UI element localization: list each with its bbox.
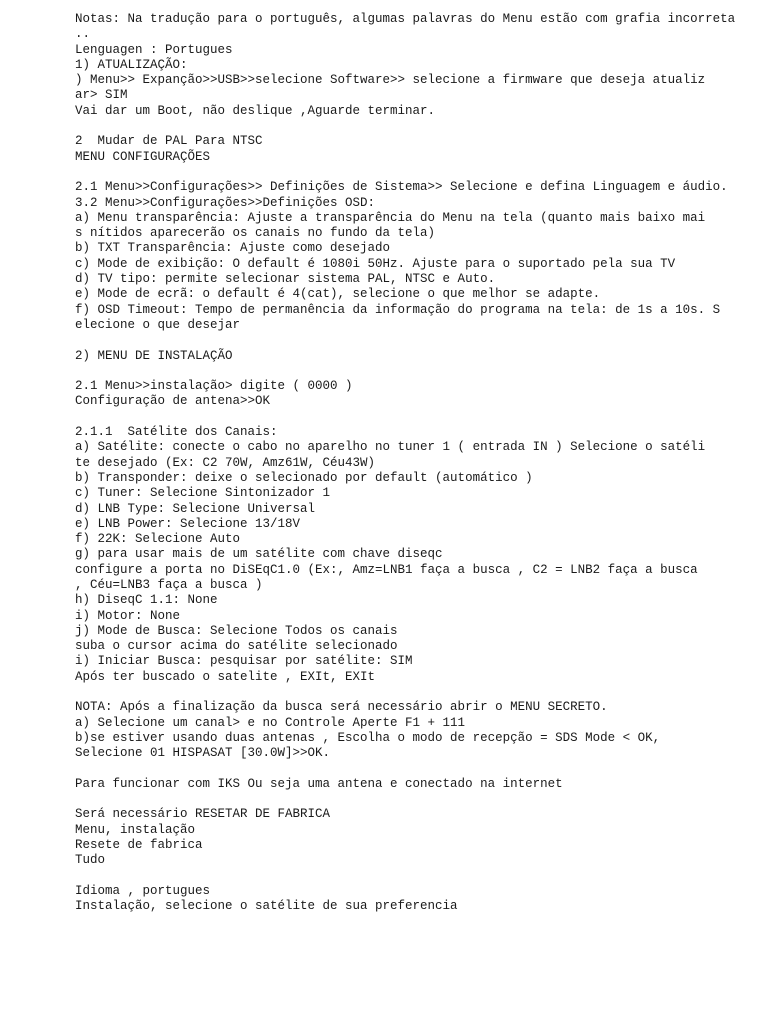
text-line: Lenguagen : Portugues xyxy=(75,42,233,57)
text-line: e) Mode de ecrã: o default é 4(cat), selecione o que melhor se adapte. xyxy=(75,287,601,302)
blank-line xyxy=(75,119,765,134)
blank-line xyxy=(75,762,765,777)
text-line: h) DiseqC 1.1: None xyxy=(75,593,218,608)
text-line: NOTA: Após a finalização da busca será necessário abrir o MENU SECRETO. xyxy=(75,700,608,715)
text-line: a) Satélite: conecte o cabo no aparelho no tuner 1 ( entrada IN ) Selecione o satéli xyxy=(75,440,706,455)
text-line: Tudo xyxy=(75,853,106,868)
text-line: 2) MENU DE INSTALAÇÃO xyxy=(75,348,233,363)
text-line: Menu, instalação xyxy=(75,822,196,837)
text-line: Para funcionar com IKS Ou seja uma antena e conectado na internet xyxy=(75,776,563,791)
text-line: f) OSD Timeout: Tempo de permanência da informação do programa na tela: de 1s a 10s. S xyxy=(75,302,721,317)
text-line: b) Transponder: deixe o selecionado por default (automático ) xyxy=(75,470,533,485)
text-line: j) Mode de Busca: Selecione Todos os canais xyxy=(75,623,398,638)
text-line: elecione o que desejar xyxy=(75,317,241,332)
text-line: Após ter buscado o satelite , EXIt, EXIt xyxy=(75,669,376,684)
text-line: 2.1 Menu>>Configurações>> Definições de Sistema>> Selecione e defina Linguagem e áudio. xyxy=(75,180,728,195)
text-line: g) para usar mais de um satélite com chave diseqc xyxy=(75,547,443,562)
text-line: i) Motor: None xyxy=(75,608,181,623)
text-line: 1) ATUALIZAÇÃO: xyxy=(75,57,188,72)
text-line: ) Menu>> Expanção>>USB>>selecione Software>> selecione a firmware que deseja atualiz xyxy=(75,73,706,88)
text-line: configure a porta no DiSEqC1.0 (Ex:, Amz=LNB1 faça a busca , C2 = LNB2 faça a busca xyxy=(75,562,698,577)
text-line: i) Iniciar Busca: pesquisar por satélite: SIM xyxy=(75,654,413,669)
text-line: d) TV tipo: permite selecionar sistema PAL, NTSC e Auto. xyxy=(75,272,496,287)
text-line: Será necessário RESETAR DE FABRICA xyxy=(75,807,331,822)
text-line: Vai dar um Boot, não deslique ,Aguarde terminar. xyxy=(75,103,436,118)
blank-line xyxy=(75,685,765,700)
text-line: a) Menu transparência: Ajuste a transparência do Menu na tela (quanto mais baixo mai xyxy=(75,210,706,225)
text-line: ar> SIM xyxy=(75,88,128,103)
text-line: Instalação, selecione o satélite de sua preferencia xyxy=(75,899,458,914)
text-line: a) Selecione um canal> e no Controle Aperte F1 + 111 xyxy=(75,715,466,730)
text-line: b)se estiver usando duas antenas , Escolha o modo de recepção = SDS Mode < OK, xyxy=(75,730,661,745)
text-line: Selecione 01 HISPASAT [30.0W]>>OK. xyxy=(75,746,331,761)
text-line: d) LNB Type: Selecione Universal xyxy=(75,501,316,516)
blank-line xyxy=(75,165,765,180)
text-line: Notas: Na tradução para o português, algumas palavras do Menu estão com grafia incorreta xyxy=(75,12,736,26)
text-line: 2.1 Menu>>instalação> digite ( 0000 ) xyxy=(75,379,353,394)
text-line: 3.2 Menu>>Configurações>>Definições OSD: xyxy=(75,195,376,210)
text-line: c) Tuner: Selecione Sintonizador 1 xyxy=(75,486,331,501)
blank-line xyxy=(75,410,765,425)
text-line: Idioma , portugues xyxy=(75,883,211,898)
text-line: c) Mode de exibição: O default é 1080i 50Hz. Ajuste para o suportado pela sua TV xyxy=(75,256,676,271)
text-line: .. xyxy=(75,27,91,42)
text-line: te desejado (Ex: C2 70W, Amz61W, Céu43W) xyxy=(75,455,376,470)
text-line: 2.1.1 Satélite dos Canais: xyxy=(75,425,278,440)
text-line: b) TXT Transparência: Ajuste como desejado xyxy=(75,241,391,256)
blank-line xyxy=(75,869,765,884)
blank-line xyxy=(75,333,765,348)
blank-line xyxy=(75,364,765,379)
text-line: MENU CONFIGURAÇÕES xyxy=(75,149,211,164)
text-line: suba o cursor acima do satélite selecionado xyxy=(75,639,398,654)
text-line: f) 22K: Selecione Auto xyxy=(75,532,241,547)
text-line: , Céu=LNB3 faça a busca ) xyxy=(75,577,263,592)
text-line: Resete de fabrica xyxy=(75,838,203,853)
text-line: e) LNB Power: Selecione 13/18V xyxy=(75,516,301,531)
document-page xyxy=(75,12,765,915)
blank-line xyxy=(75,792,765,807)
text-line: s nítidos aparecerão os canais no fundo da tela) xyxy=(75,226,436,241)
text-line: 2 Mudar de PAL Para NTSC xyxy=(75,134,263,149)
text-line: Configuração de antena>>OK xyxy=(75,394,271,409)
